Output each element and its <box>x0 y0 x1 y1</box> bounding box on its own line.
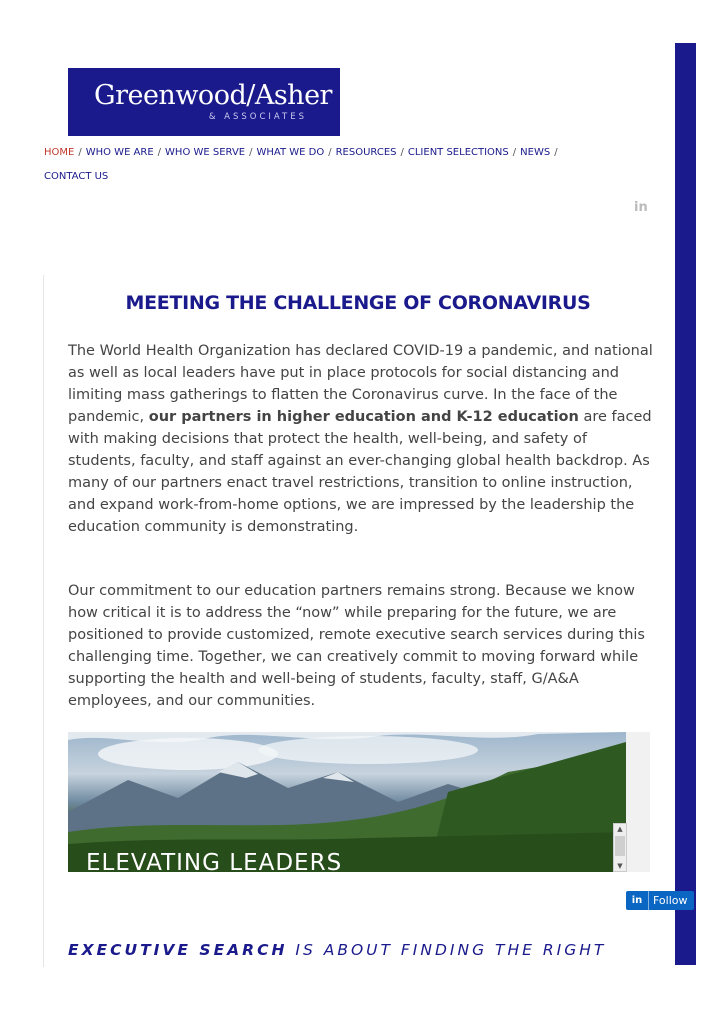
hero-headline: ELEVATING LEADERS <box>86 850 343 872</box>
scroll-thumb[interactable] <box>615 836 625 856</box>
logo-tagline: & ASSOCIATES <box>208 112 307 122</box>
nav-client-selections[interactable]: CLIENT SELECTIONS <box>407 147 509 158</box>
scroll-up-icon[interactable]: ▲ <box>617 825 623 833</box>
nav-separator: / <box>400 147 404 158</box>
nav-who-we-are[interactable]: WHO WE ARE <box>85 147 154 158</box>
linkedin-follow-button[interactable] <box>626 891 694 910</box>
follow-label: Follow <box>653 894 688 907</box>
paragraph-emphasis: our partners in higher education and K-12 education <box>148 409 579 425</box>
hero-scroll-gutter <box>626 732 650 872</box>
nav-separator: / <box>554 147 558 158</box>
hero-scrollbar[interactable] <box>613 823 627 872</box>
nav-separator: / <box>328 147 332 158</box>
article-title: MEETING THE CHALLENGE OF CORONAVIRUS <box>125 292 591 314</box>
logo[interactable] <box>68 68 340 136</box>
right-accent-bar <box>675 43 696 965</box>
main-nav <box>44 141 644 189</box>
nav-separator: / <box>249 147 253 158</box>
article-paragraph-2: Our commitment to our education partners remains strong. Because we know how critical it is to address the “now” while preparing for the future, we are positioned to provide customized, remote executive search services during this challenging time. Together, we can creatively commit to moving forward while supporting the health and well-being of students, faculty, staff, G/A&A employees, and our communities. <box>68 583 645 709</box>
scroll-down-icon[interactable]: ▼ <box>617 862 623 870</box>
paragraph-text: are faced with making decisions that protect the health, well-being, and safety of students, faculty, and staff against an ever-changing global health backdrop. As many of our partners enact travel restrictions, transition to online instruction, and expand work-from-home options, we are impressed by the leadership the education community is demonstrating. <box>68 409 652 535</box>
linkedin-icon: in <box>626 891 649 910</box>
section-tagline <box>68 941 606 959</box>
article-paragraph-1 <box>68 340 653 538</box>
nav-separator: / <box>78 147 82 158</box>
nav-separator: / <box>512 147 517 158</box>
nav-home[interactable]: HOME <box>44 147 75 158</box>
tagline-text: IS ABOUT FINDING THE RIGHT <box>287 941 607 959</box>
logo-wordmark: Greenwood/Asher <box>94 80 332 111</box>
nav-news[interactable]: NEWS <box>520 147 551 158</box>
tagline-emphasis: EXECUTIVE SEARCH <box>68 941 288 959</box>
hero-banner <box>68 732 626 872</box>
nav-contact-us[interactable]: CONTACT US <box>44 171 109 182</box>
content-divider <box>43 275 44 967</box>
nav-separator: / <box>157 147 162 158</box>
nav-resources[interactable]: RESOURCES <box>335 147 397 158</box>
nav-what-we-do[interactable]: WHAT WE DO <box>256 147 325 158</box>
paragraph-text: The World Health Organization has declared COVID-19 a pandemic, and national as well as local leaders have put in place protocols for social distancing and limiting mass gatherings to flatten the Coronavirus curve. In the face of the pandemic, <box>68 343 653 425</box>
nav-who-we-serve[interactable]: WHO WE SERVE <box>165 147 246 158</box>
linkedin-icon[interactable]: in <box>634 200 648 215</box>
